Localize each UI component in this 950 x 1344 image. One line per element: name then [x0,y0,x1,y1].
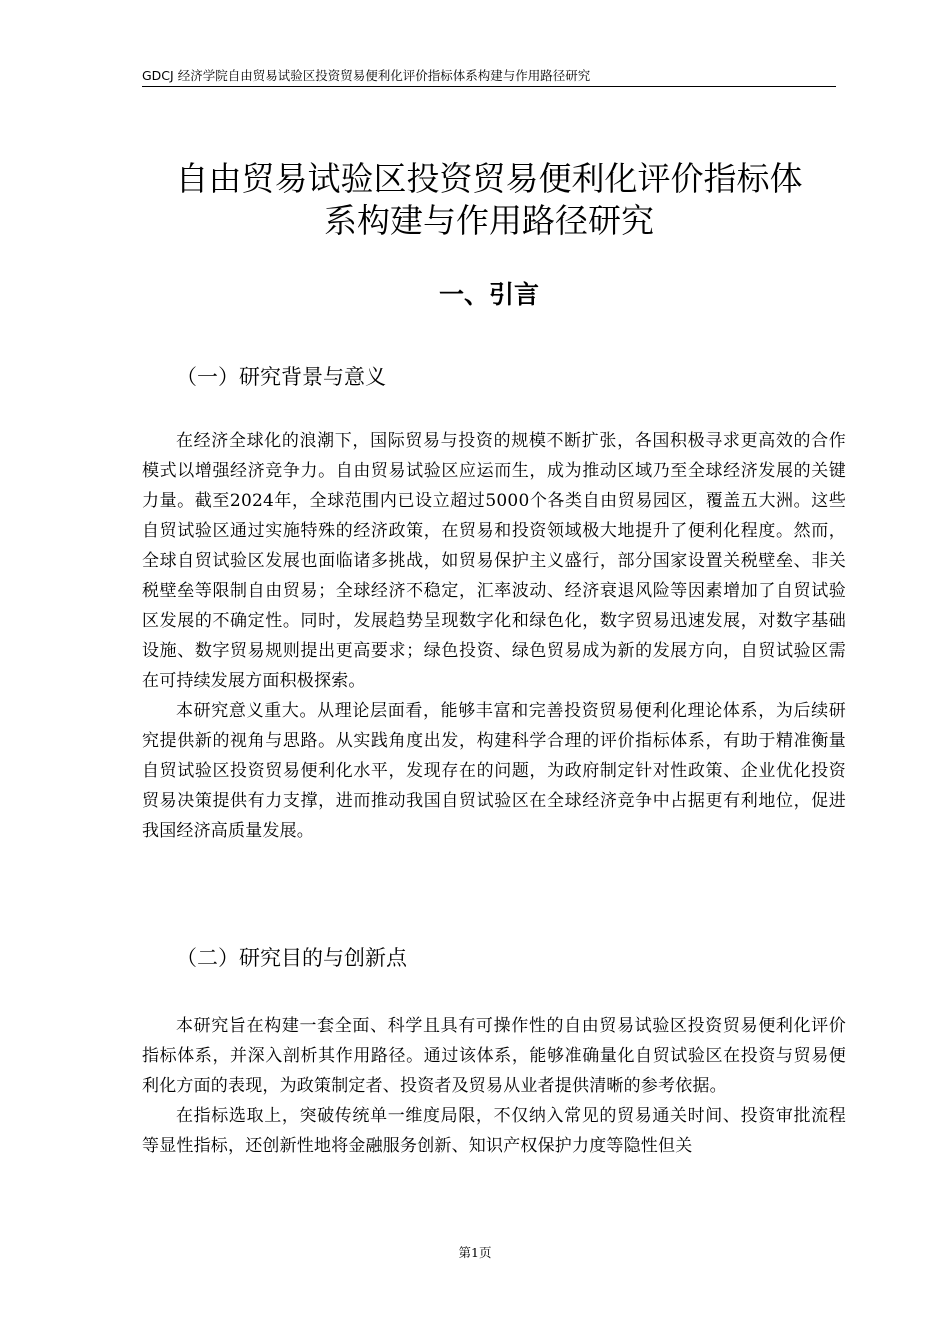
page-number: 第1页 [458,1245,492,1260]
subsection-heading-background: （一）研究背景与意义 [176,365,386,389]
document-title [142,158,836,242]
paragraph: 在经济全球化的浪潮下，国际贸易与投资的规模不断扩张，各国积极寻求更高效的合作模式以增强经济竞争力。自由贸易试验区应运而生，成为推动区域乃至全球经济发展的关键力量。截至2024年，全球范围内已设立超过5000个各类自由贸易园区，覆盖五大洲。这些自贸试验区通过实施特殊的经济政策，在贸易和投资领域极大地提升了便利化程度。然而，全球自贸试验区发展也面临诸多挑战，如贸易保护主义盛行，部分国家设置关税壁垒、非关税壁垒等限制自由贸易；全球经济不稳定，汇率波动、经济衰退风险等因素增加了自贸试验区发展的不确定性。同时，发展趋势呈现数字化和绿色化，数字贸易迅速发展，对数字基础设施、数字贸易规则提出更高要求；绿色投资、绿色贸易成为新的发展方向，自贸试验区需在可持续发展方面积极探索。 [142,431,846,691]
subsection-body-background [142,426,846,846]
document-title-line-2: 系构建与作用路径研究 [324,201,654,240]
paragraph: 本研究意义重大。从理论层面看，能够丰富和完善投资贸易便利化理论体系，为后续研究提供新的视角与思路。从实践角度出发，构建科学合理的评价指标体系，有助于精准衡量自贸试验区投资贸易便利化水平，发现存在的问题，为政府制定针对性政策、企业优化投资贸易决策提供有力支撑，进而推动我国自贸试验区在全球经济竞争中占据更有利地位，促进我国经济高质量发展。 [142,701,846,841]
paragraph: 本研究旨在构建一套全面、科学且具有可操作性的自由贸易试验区投资贸易便利化评价指标体系，并深入剖析其作用路径。通过该体系，能够准确量化自贸试验区在投资与贸易便利化方面的表现，为政策制定者、投资者及贸易从业者提供清晰的参考依据。 [142,1016,846,1096]
document-title-line-1: 自由贸易试验区投资贸易便利化评价指标体 [175,159,803,198]
section-heading-introduction: 一、引言 [438,280,539,309]
header-rule [142,86,836,87]
subsection-body-objectives [142,1011,846,1161]
running-header: GDCJ 经济学院自由贸易试验区投资贸易便利化评价指标体系构建与作用路径研究 [142,68,591,83]
subsection-heading-objectives: （二）研究目的与创新点 [176,946,407,970]
paragraph: 在指标选取上，突破传统单一维度局限，不仅纳入常见的贸易通关时间、投资审批流程等显性指标，还创新性地将金融服务创新、知识产权保护力度等隐性但关 [142,1106,846,1156]
